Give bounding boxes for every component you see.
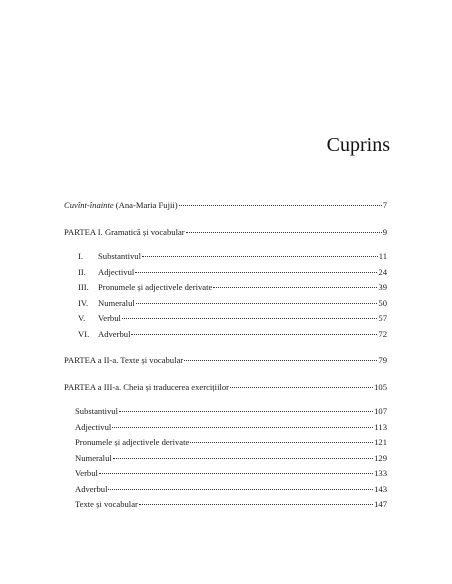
- toc-entry-page: 147: [374, 499, 387, 509]
- toc-entry-page: 57: [378, 313, 387, 323]
- leader-dots: [186, 232, 382, 233]
- leader-dots: [119, 411, 373, 412]
- toc-entry-text: Verbul: [98, 313, 121, 323]
- toc-entry-label: PARTEA I. Gramatică și vocabular: [64, 226, 185, 237]
- toc-entry-text: Numeralul: [98, 297, 135, 308]
- toc-subentry: [64, 251, 387, 267]
- toc-entry-label: [78, 251, 141, 262]
- leader-dots: [142, 256, 378, 257]
- toc-entry-page: 113: [374, 421, 387, 432]
- toc-entry-label: [78, 282, 212, 293]
- toc-entry-text: Substantivul: [98, 251, 141, 261]
- toc-subentry: [64, 422, 387, 438]
- toc-subentry: [64, 329, 387, 345]
- toc-entry-part3: [64, 382, 387, 398]
- toc-subentry: [64, 437, 387, 453]
- toc-subentry: [64, 267, 387, 283]
- toc-entry-part2: [64, 355, 387, 371]
- toc-entry-text: Adjectivul: [98, 266, 135, 277]
- leader-dots: [136, 303, 378, 304]
- table-of-contents: [64, 200, 387, 515]
- toc-entry-number: IV.: [78, 297, 89, 308]
- toc-entry-page: 133: [374, 468, 387, 478]
- leader-dots: [113, 458, 373, 459]
- toc-entry-label-rest: (Ana-Maria Fujii): [113, 200, 178, 210]
- leader-dots: [122, 318, 377, 319]
- leader-dots: [190, 442, 373, 443]
- toc-entry-label: [64, 200, 178, 211]
- toc-entry-page: 24: [378, 266, 387, 277]
- toc-entry-page: 11: [378, 251, 387, 261]
- toc-entry-label-italic: Cuvînt-înainte: [64, 200, 114, 210]
- toc-subentry: [64, 468, 387, 484]
- toc-subentry: [64, 298, 387, 314]
- toc-entry-page: 121: [374, 437, 387, 447]
- leader-dots: [184, 360, 377, 361]
- toc-subentry: [64, 484, 387, 500]
- toc-subentry: [64, 313, 387, 329]
- toc-subentry: [64, 499, 387, 515]
- leader-dots: [139, 504, 373, 505]
- toc-entry-label: [78, 329, 130, 340]
- toc-entry-label: PARTEA a II-a. Texte și vocabular: [64, 355, 184, 365]
- toc-entry-page: 50: [378, 297, 387, 308]
- toc-entry-label: Adjectivul: [75, 421, 112, 432]
- toc-entry-page: 79: [378, 355, 387, 365]
- toc-entry-text: Pronumele și adjectivele derivate: [98, 282, 213, 292]
- toc-entry-label: [78, 267, 134, 278]
- leader-dots: [99, 473, 373, 474]
- toc-entry-label: [78, 313, 121, 324]
- leader-dots: [213, 287, 377, 288]
- toc-entry-label: Texte și vocabular: [75, 499, 138, 509]
- toc-entry-page: 72: [378, 328, 387, 339]
- toc-entry-label: [78, 298, 135, 309]
- toc-entry-label: PARTEA a III-a. Cheia și traducerea exercițiilor: [64, 381, 230, 392]
- toc-entry-page: 107: [374, 406, 387, 416]
- toc-subentry: [64, 282, 387, 298]
- leader-dots: [131, 334, 377, 335]
- toc-entry-number: II.: [78, 266, 86, 277]
- toc-entry-label: Numeralul: [75, 452, 112, 463]
- toc-entry-part1: [64, 227, 387, 243]
- toc-subentry: [64, 453, 387, 469]
- toc-entry-text: Adverbul: [98, 328, 131, 339]
- leader-dots: [230, 387, 373, 388]
- page-title: Cuprins: [326, 134, 390, 156]
- toc-entry-number: VI.: [78, 328, 90, 339]
- leader-dots: [112, 427, 373, 428]
- leader-dots: [135, 272, 377, 273]
- toc-entry-label: Substantivul: [75, 406, 118, 416]
- leader-dots: [108, 489, 373, 490]
- toc-entry-label: Verbul: [75, 468, 98, 478]
- toc-entry-intro: [64, 200, 387, 216]
- toc-entry-number: I.: [78, 251, 84, 261]
- toc-subentry: [64, 406, 387, 422]
- leader-dots: [179, 205, 382, 206]
- toc-entry-page: 129: [374, 452, 387, 463]
- toc-entry-page: 7: [382, 200, 387, 210]
- toc-entry-number: III.: [78, 282, 89, 292]
- toc-entry-page: 143: [374, 483, 387, 494]
- toc-entry-page: 9: [382, 226, 387, 237]
- toc-entry-label: Pronumele și adjectivele derivate: [75, 437, 190, 447]
- toc-entry-label: Adverbul: [75, 483, 108, 494]
- toc-entry-number: V.: [78, 313, 86, 323]
- toc-entry-page: 39: [378, 282, 387, 292]
- toc-entry-page: 105: [374, 381, 387, 392]
